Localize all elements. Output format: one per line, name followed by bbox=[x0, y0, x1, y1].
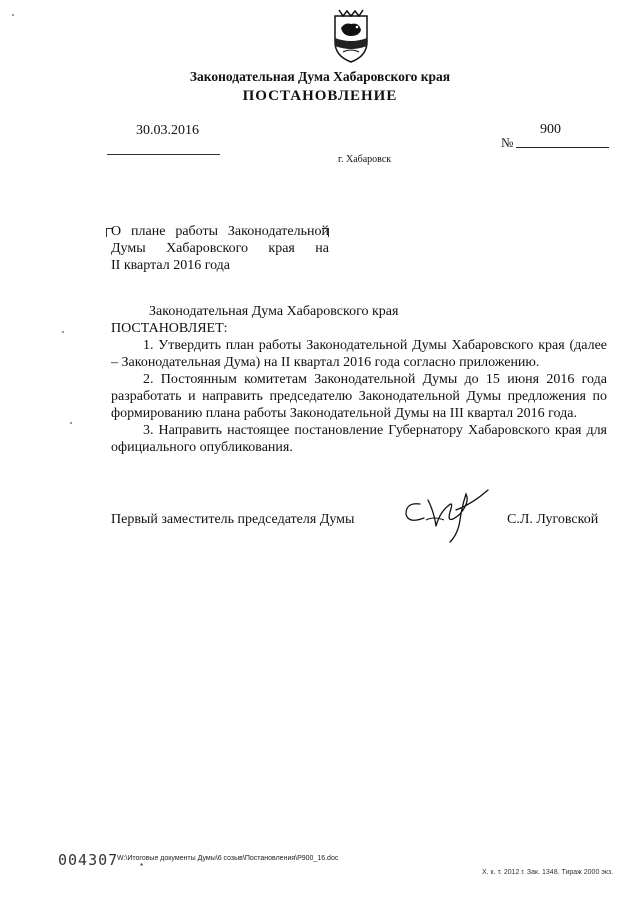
coat-of-arms-icon bbox=[329, 8, 373, 64]
organization-name: Законодательная Дума Хабаровского края bbox=[189, 69, 451, 84]
scan-speck bbox=[62, 331, 64, 333]
number-label: № bbox=[501, 135, 514, 150]
signatory-position: Первый заместитель председателя Думы bbox=[111, 512, 355, 527]
decision-word: ПОСТАНОВЛЯЕТ: bbox=[111, 321, 228, 336]
preamble: Законодательная Дума Хабаровского края bbox=[149, 304, 399, 319]
body-item: 1. Утвердить план работы Законодательной Думы Хабаровского края (далее – Законодательная Дума) на II квартал 2016 года согласно приложению. bbox=[111, 338, 607, 370]
print-info: Х. к. т. 2012 г. Зак. 1348. Тираж 2000 экз. bbox=[482, 869, 614, 876]
body-item: 3. Направить настоящее постановление Губернатору Хабаровского края для официального опубликования. bbox=[111, 423, 607, 455]
number-underline bbox=[516, 147, 609, 148]
document-date: 30.03.2016 bbox=[136, 123, 199, 138]
document-number: 900 bbox=[540, 122, 561, 137]
subject-block bbox=[111, 223, 329, 274]
body-item: 2. Постоянным комитетам Законодательной Думы до 15 июня 2016 года разработать и направить председателю Законодательной Думы предложения по формированию плана работы Законодательной Думы на III квартал 2016 года. bbox=[111, 372, 607, 421]
scan-speck bbox=[70, 422, 72, 424]
subject-line: О плане работы Законодательной bbox=[111, 224, 329, 239]
document-type: ПОСТАНОВЛЕНИЕ bbox=[242, 88, 398, 104]
document-body bbox=[111, 303, 607, 456]
subject-line: II квартал 2016 года bbox=[111, 258, 231, 273]
date-underline bbox=[107, 154, 220, 155]
signatory-name: С.Л. Луговской bbox=[507, 512, 599, 527]
footer-mark: * bbox=[140, 862, 144, 871]
subject-line: Думы Хабаровского края на bbox=[111, 241, 329, 256]
file-path: W:\Итоговые документы Думы\6 созыв\Постановления\P900_16.doc bbox=[117, 855, 339, 862]
handwritten-signature-icon bbox=[400, 486, 492, 548]
city: г. Хабаровск bbox=[338, 154, 392, 165]
scan-speck bbox=[12, 14, 14, 16]
registration-number: 004307 bbox=[58, 851, 119, 869]
